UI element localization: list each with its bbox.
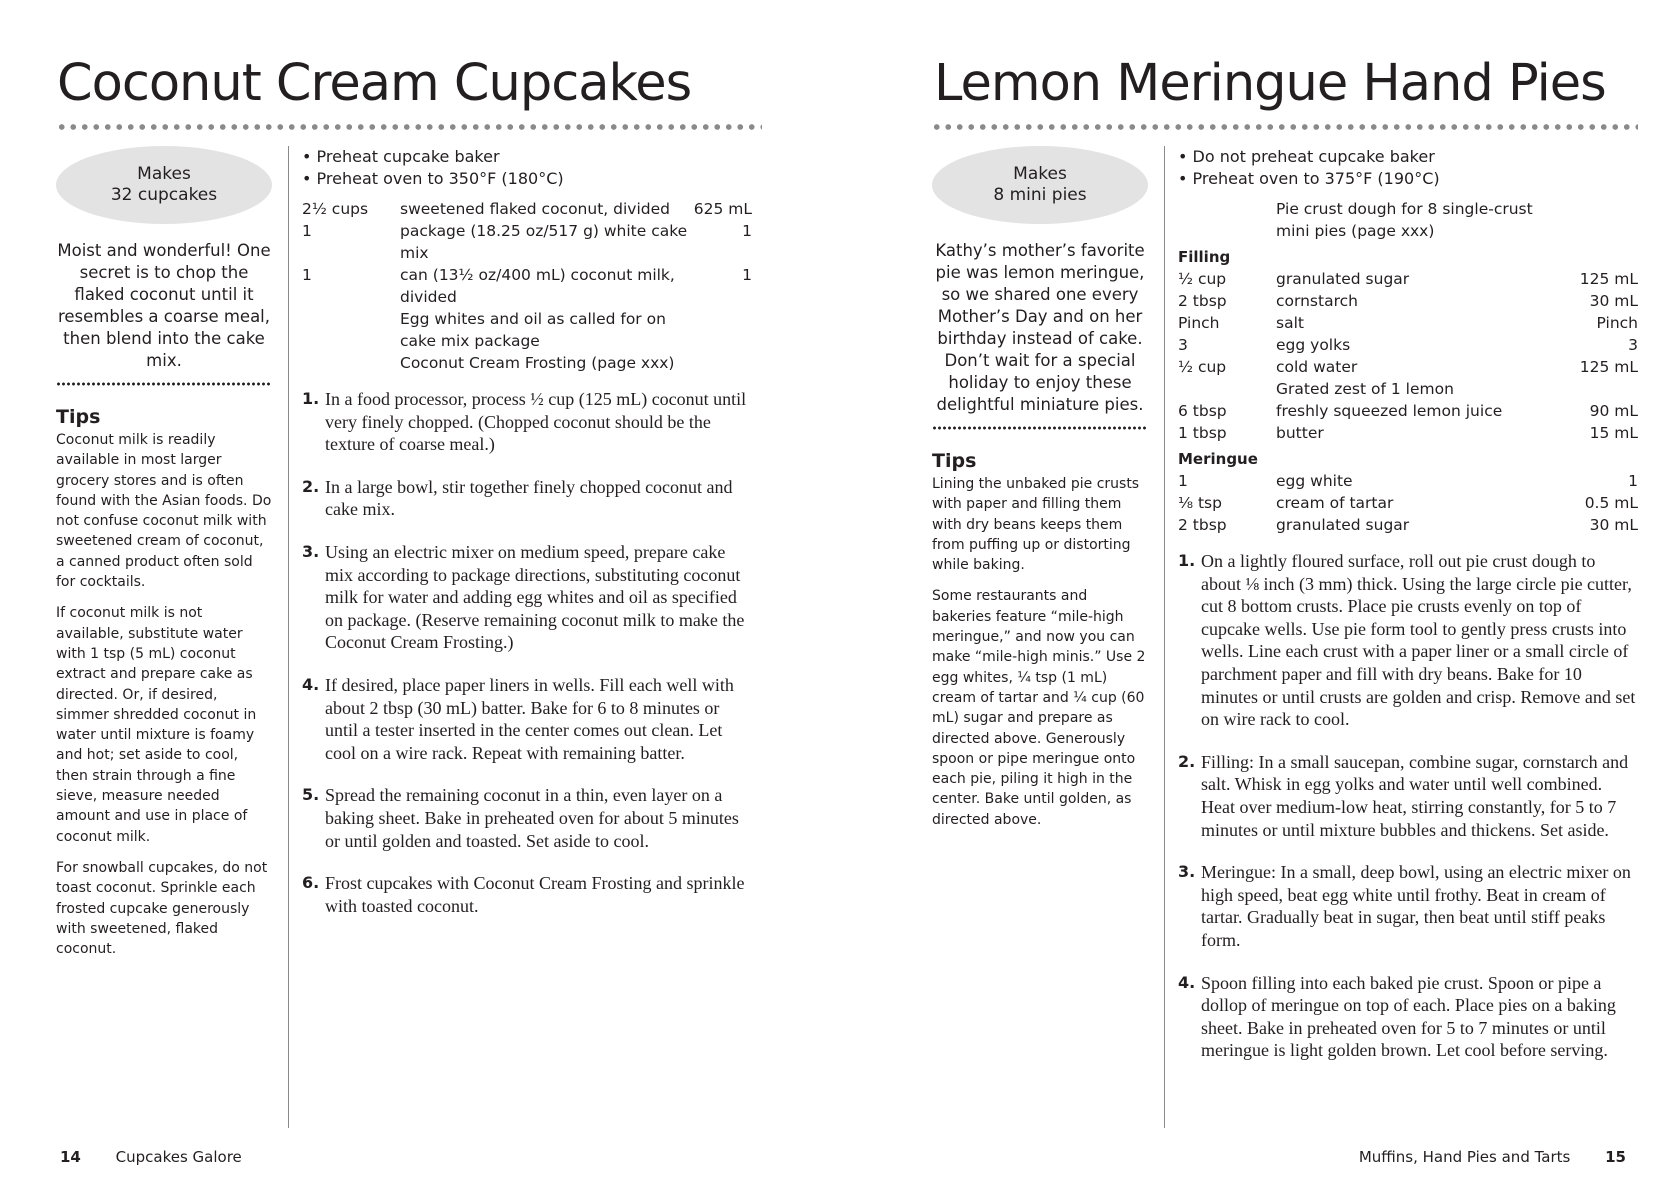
ingredient-qty: ⅛ tsp bbox=[1178, 494, 1222, 512]
page-footer bbox=[1359, 1148, 1626, 1166]
ingredient-qty bbox=[302, 308, 400, 352]
recipe-intro: Moist and wonderful! One secret is to chop the flaked coconut until it resembles a coarse meal, then blend into the cake mix. bbox=[57, 241, 271, 370]
step-number: 3. bbox=[302, 541, 320, 561]
ingredient-name: Coconut Cream Frosting (page xxx) bbox=[400, 354, 675, 372]
ingredient-table bbox=[1178, 198, 1638, 536]
ingredient-metric bbox=[1568, 378, 1638, 400]
ingredient-name: cornstarch bbox=[1276, 292, 1358, 310]
step-text: In a food processor, process ½ cup (125 mL) coconut until very finely chopped. (Chopped coconut should be the texture of coarse meal.) bbox=[325, 389, 747, 455]
step-text: Filling: In a small saucepan, combine sugar, cornstarch and salt. Whisk in egg yolks and water until well combined. Heat over medium-low heat, stirring constantly, for 5 to 7 minutes or until mixture bubbles and thickens. Set aside. bbox=[1201, 751, 1629, 840]
method-step bbox=[1178, 972, 1638, 1062]
ingredient-qty bbox=[1178, 378, 1276, 400]
ingredient-metric: 0.5 mL bbox=[1584, 494, 1638, 512]
title-dotted-rule bbox=[931, 124, 1638, 130]
ingredient-name: freshly squeezed lemon juice bbox=[1276, 402, 1503, 420]
ingredient-metric: 3 bbox=[1628, 336, 1638, 354]
filling-heading: Filling bbox=[1178, 248, 1231, 266]
prep-list bbox=[1178, 146, 1638, 190]
ingredient-qty: 1 bbox=[302, 266, 312, 284]
tip-paragraph: For snowball cupcakes, do not toast coconut. Sprinkle each frosted cupcake generously with sweetened, flaked coconut. bbox=[56, 859, 268, 958]
ingredient-name: granulated sugar bbox=[1276, 270, 1410, 288]
prep-item: • Preheat oven to 375°F (190°C) bbox=[1178, 168, 1638, 190]
tips-heading: Tips bbox=[56, 406, 101, 428]
ingredient-name: package (18.25 oz/517 g) white cake mix bbox=[400, 222, 688, 262]
yield-value: 8 mini pies bbox=[993, 185, 1087, 205]
ingredient-qty: 3 bbox=[1178, 336, 1188, 354]
method-step bbox=[1178, 751, 1638, 841]
sidebar bbox=[56, 146, 272, 970]
ingredient-metric: 90 mL bbox=[1589, 402, 1638, 420]
page-number: 15 bbox=[1605, 1148, 1626, 1166]
ingredient-metric bbox=[692, 308, 752, 352]
prep-list bbox=[302, 146, 752, 190]
step-number: 4. bbox=[1178, 972, 1196, 992]
yield-value: 32 cupcakes bbox=[110, 185, 218, 205]
column-divider bbox=[1164, 146, 1165, 1128]
step-number: 4. bbox=[302, 674, 320, 694]
ingredient-name: Grated zest of 1 lemon bbox=[1276, 380, 1454, 398]
crust-ingredient: Pie crust dough for 8 single-crust mini pies (page xxx) bbox=[1276, 200, 1533, 240]
ingredient-name: cold water bbox=[1276, 358, 1358, 376]
step-text: Meringue: In a small, deep bowl, using an electric mixer on high speed, beat egg white until frothy. Beat in cream of tartar. Gradually beat in sugar, then beat until stiff peaks form. bbox=[1201, 862, 1631, 950]
prep-item: • Do not preheat cupcake baker bbox=[1178, 146, 1638, 168]
recipe-body bbox=[1178, 146, 1638, 1082]
step-text: Spoon filling into each baked pie crust. Spoon or pipe a dollop of meringue on top of each. Place pies on a baking sheet. Bake in preheated oven for 5 to 7 minutes or until meringue is light golden brown. Let cool before serving. bbox=[1201, 972, 1616, 1061]
method-step bbox=[302, 388, 752, 456]
meringue-heading: Meringue bbox=[1178, 450, 1258, 468]
page-footer bbox=[60, 1148, 242, 1166]
ingredient-name: salt bbox=[1276, 314, 1304, 332]
ingredient-qty: ½ cup bbox=[1178, 270, 1227, 288]
ingredient-qty: ½ cup bbox=[1178, 358, 1227, 376]
step-number: 6. bbox=[302, 873, 320, 893]
chapter-name: Muffins, Hand Pies and Tarts bbox=[1358, 1148, 1571, 1166]
prep-item: • Preheat cupcake baker bbox=[302, 146, 752, 168]
ingredient-metric: 625 mL bbox=[693, 200, 752, 218]
method-step bbox=[302, 674, 752, 764]
ingredient-metric: 30 mL bbox=[1589, 292, 1638, 310]
ingredient-metric: 125 mL bbox=[1579, 270, 1638, 288]
tip-paragraph: If coconut milk is not available, substitute water with 1 tsp (5 mL) coconut extract and prepare cake as directed. Or, if desired, simmer shredded coconut in water until mixture is foamy and hot; set aside to cool, then strain through a fine sieve, measure needed amount and use in place of coconut milk. bbox=[56, 605, 257, 845]
ingredient-qty: Pinch bbox=[1178, 314, 1220, 332]
ingredient-name: can (13½ oz/400 mL) coconut milk, divided bbox=[400, 266, 675, 306]
tip-paragraph: Coconut milk is readily available in most larger grocery stores and is often found with the Asian foods. Do not confuse coconut milk with sweetened cream of coconut, a canned product often sold for cocktails. bbox=[56, 432, 272, 591]
ingredient-name: egg white bbox=[1276, 472, 1353, 490]
method-step bbox=[302, 784, 752, 852]
sidebar-divider bbox=[932, 426, 1148, 430]
step-number: 2. bbox=[302, 476, 320, 496]
ingredient-qty: 1 bbox=[302, 222, 312, 240]
ingredient-metric: 1 bbox=[742, 266, 752, 284]
ingredient-name: egg yolks bbox=[1276, 336, 1351, 354]
title-dotted-rule bbox=[56, 124, 762, 130]
step-number: 2. bbox=[1178, 751, 1196, 771]
ingredient-table bbox=[302, 198, 752, 374]
step-text: Spread the remaining coconut in a thin, even layer on a baking sheet. Bake in preheated oven for about 5 minutes or until golden and toasted. Set aside to cool. bbox=[325, 785, 739, 851]
step-number: 1. bbox=[1178, 551, 1196, 570]
prep-item: • Preheat oven to 350°F (180°C) bbox=[302, 168, 752, 190]
ingredient-metric bbox=[692, 352, 752, 374]
recipe-title: Lemon Meringue Hand Pies bbox=[934, 54, 1606, 113]
step-number: 1. bbox=[302, 389, 320, 408]
chapter-name: Cupcakes Galore bbox=[115, 1148, 242, 1166]
ingredient-name: cream of tartar bbox=[1276, 494, 1394, 512]
method-step bbox=[302, 872, 752, 917]
step-text: In a large bowl, stir together finely chopped coconut and cake mix. bbox=[325, 476, 733, 520]
ingredient-qty: 2 tbsp bbox=[1178, 516, 1227, 534]
sidebar-divider bbox=[56, 382, 272, 386]
yield-label: Makes bbox=[1013, 164, 1067, 184]
recipe-intro: Kathy’s mother’s favorite pie was lemon meringue, so we shared one every Mother’s Day and on her birthday instead of cake. Don’t wait for a special holiday to enjoy these delightful miniature pies. bbox=[935, 241, 1145, 414]
yield-label: Makes bbox=[137, 164, 191, 184]
ingredient-qty: 1 bbox=[1178, 472, 1188, 490]
ingredient-qty: 6 tbsp bbox=[1178, 402, 1227, 420]
ingredient-qty: 2½ cups bbox=[302, 200, 369, 218]
tip-paragraph: Some restaurants and bakeries feature “mile-high meringue,” and now you can make “mile-high minis.” Use 2 egg whites, ¼ tsp (1 mL) cream of tartar and ¼ cup (60 mL) sugar and prepare as directed above. Generously spoon or pipe meringue onto each pie, piling it high in the center. Bake until golden, as directed above. bbox=[932, 588, 1146, 828]
method-steps bbox=[302, 388, 752, 917]
ingredient-metric: Pinch bbox=[1596, 314, 1638, 332]
ingredient-name: Egg whites and oil as called for on cake mix package bbox=[400, 310, 666, 350]
ingredient-metric: 125 mL bbox=[1579, 358, 1638, 376]
ingredient-qty: 1 tbsp bbox=[1178, 424, 1227, 442]
step-text: If desired, place paper liners in wells. Fill each well with about 2 tbsp (30 mL) batter. Bake for 6 to 8 minutes or until a tester inserted in the center comes out clean. Let cool on a wire rack. Repeat with remaining batter. bbox=[325, 674, 734, 763]
method-step bbox=[302, 476, 752, 521]
yield-badge bbox=[932, 146, 1148, 224]
method-step bbox=[302, 541, 752, 654]
ingredient-qty: 2 tbsp bbox=[1178, 292, 1227, 310]
column-divider bbox=[288, 146, 289, 1128]
ingredient-metric: 15 mL bbox=[1589, 424, 1638, 442]
ingredient-name: butter bbox=[1276, 424, 1324, 442]
right-page bbox=[840, 0, 1680, 1200]
page-number: 14 bbox=[60, 1148, 81, 1166]
recipe-title: Coconut Cream Cupcakes bbox=[57, 54, 692, 113]
tip-paragraph: Lining the unbaked pie crusts with paper and filling them with dry beans keeps them from puffing up or distorting while baking. bbox=[932, 476, 1140, 574]
method-steps bbox=[1178, 550, 1638, 1062]
ingredient-name: sweetened flaked coconut, divided bbox=[400, 200, 670, 218]
step-text: On a lightly floured surface, roll out pie crust dough to about ⅛ inch (3 mm) thick. Using the large circle pie cutter, cut 8 bottom crusts. Place pie crusts evenly on top of cupcake wells. Use pie form tool to gently press crusts into wells. Line each crust with a paper liner or a small circle of parchment paper and fill with dry beans. Bake for 10 minutes or until crusts are golden and crisp. Remove and set on wire rack to cool. bbox=[1201, 551, 1636, 730]
method-step bbox=[1178, 861, 1638, 951]
method-step bbox=[1178, 550, 1638, 731]
recipe-body bbox=[302, 146, 752, 937]
ingredient-metric: 1 bbox=[742, 222, 752, 240]
ingredient-name: granulated sugar bbox=[1276, 516, 1410, 534]
tips-heading: Tips bbox=[932, 450, 977, 472]
yield-badge bbox=[56, 146, 272, 224]
step-text: Frost cupcakes with Coconut Cream Frosting and sprinkle with toasted coconut. bbox=[325, 873, 745, 916]
sidebar bbox=[932, 146, 1148, 841]
ingredient-metric: 30 mL bbox=[1589, 516, 1638, 534]
step-text: Using an electric mixer on medium speed, prepare cake mix according to package directions, substituting coconut milk for water and adding egg whites and oil as specified on package. (Reserve remaining coconut milk to make the Coconut Cream Frosting.) bbox=[325, 541, 745, 653]
step-number: 3. bbox=[1178, 862, 1196, 882]
ingredient-qty bbox=[302, 352, 400, 374]
step-number: 5. bbox=[302, 785, 320, 805]
ingredient-metric: 1 bbox=[1628, 472, 1638, 490]
